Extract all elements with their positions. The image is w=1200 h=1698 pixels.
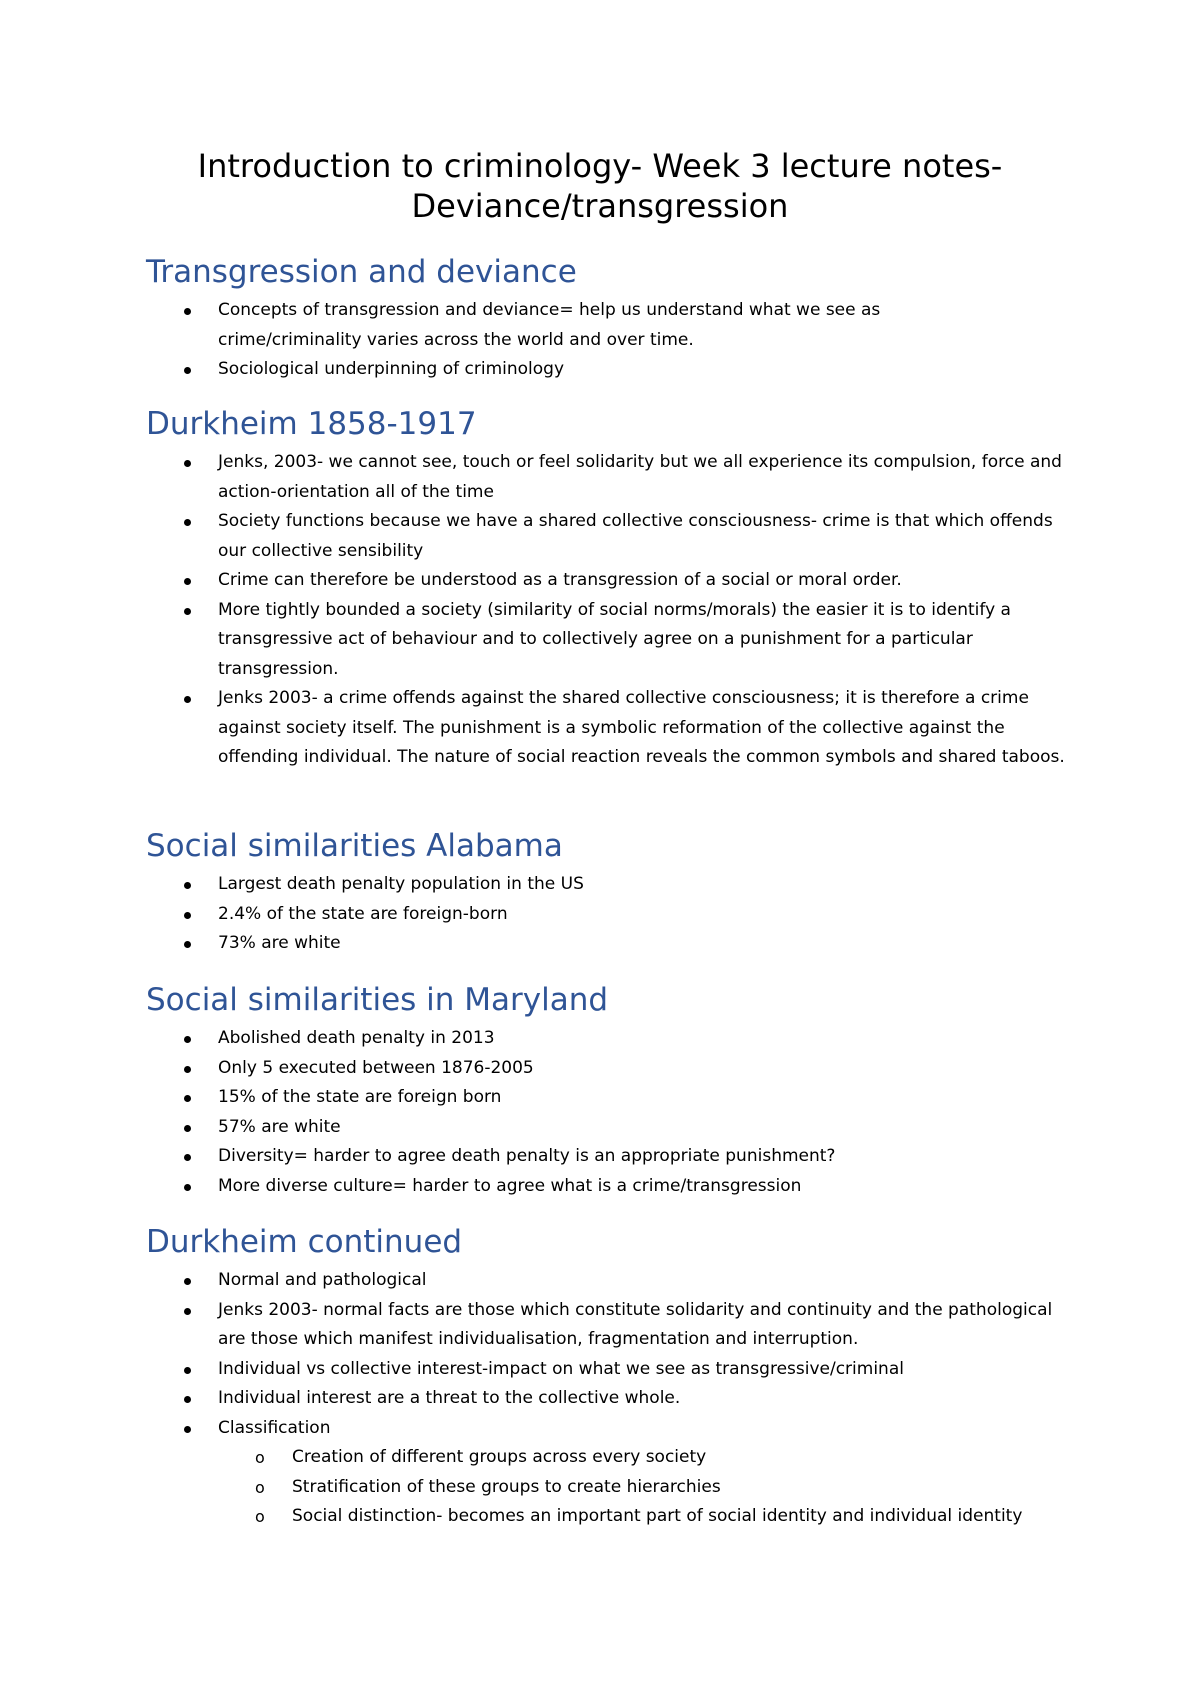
bullet-dot-icon bbox=[184, 1154, 191, 1161]
sub-bullet-list bbox=[218, 1443, 1076, 1532]
bullet-item: Classification o Creation of different groups across every society o Stratification of these groups to create hierarchies o Social distinction- becomes an important part of social identity and individual identity bbox=[146, 1414, 1076, 1532]
bullet-item: Society functions because we have a shared collective consciousness- crime is that which offends our collective sensibility bbox=[146, 507, 1076, 566]
bullet-list bbox=[146, 1024, 1076, 1201]
bullet-dot-icon bbox=[184, 367, 191, 374]
bullet-item: 15% of the state are foreign born bbox=[146, 1083, 1076, 1113]
bullet-item: 2.4% of the state are foreign-born bbox=[146, 900, 1076, 930]
circle-bullet-icon: o bbox=[255, 1507, 265, 1526]
bullet-list bbox=[146, 296, 1076, 385]
circle-bullet-icon: o bbox=[255, 1448, 265, 1467]
bullet-item: Jenks 2003- a crime offends against the shared collective consciousness; it is therefore a crime against society itself. The punishment is a symbolic reformation of the collective against the offending individual. The nature of social reaction reveals the common symbols and shared taboos. bbox=[146, 684, 1076, 773]
bullet-item: Diversity= harder to agree death penalty is an appropriate punishment? bbox=[146, 1142, 1076, 1172]
bullet-dot-icon bbox=[184, 1184, 191, 1191]
bullet-dot-icon bbox=[184, 519, 191, 526]
section-heading: Durkheim continued bbox=[146, 1224, 463, 1260]
bullet-dot-icon bbox=[184, 1308, 191, 1315]
bullet-dot-icon bbox=[184, 308, 191, 315]
title-line-2: Deviance/transgression bbox=[411, 187, 789, 225]
document-title bbox=[140, 146, 1060, 226]
section-durkheim-1858-1917 bbox=[146, 404, 1076, 773]
bullet-item: 57% are white bbox=[146, 1113, 1076, 1143]
section-heading: Social similarities in Maryland bbox=[146, 982, 609, 1018]
bullet-item: Normal and pathological bbox=[146, 1266, 1076, 1296]
bullet-dot-icon bbox=[184, 1367, 191, 1374]
section-durkheim-continued bbox=[146, 1222, 1076, 1532]
circle-bullet-icon: o bbox=[255, 1477, 265, 1497]
bullet-dot-icon bbox=[184, 1278, 191, 1285]
bullet-item: Individual vs collective interest-impact on what we see as transgressive/criminal bbox=[146, 1355, 1076, 1385]
bullet-dot-icon bbox=[184, 1426, 191, 1433]
bullet-dot-icon bbox=[184, 1036, 191, 1043]
bullet-dot-icon bbox=[184, 696, 191, 703]
section-social-similarities-maryland bbox=[146, 980, 1076, 1201]
bullet-item: Individual interest are a threat to the collective whole. bbox=[146, 1384, 1076, 1414]
bullet-list bbox=[146, 870, 1076, 959]
bullet-item: Jenks, 2003- we cannot see, touch or feel solidarity but we all experience its compulsion, force and action-orientation all of the time bbox=[146, 448, 1076, 507]
bullet-item: Concepts of transgression and deviance= help us understand what we see as crime/criminality varies across the world and over time. bbox=[146, 296, 1076, 355]
bullet-list bbox=[146, 448, 1076, 773]
bullet-item: Crime can therefore be understood as a transgression of a social or moral order. bbox=[146, 566, 1076, 596]
bullet-dot-icon bbox=[184, 882, 191, 889]
bullet-dot-icon bbox=[184, 608, 191, 615]
bullet-dot-icon bbox=[184, 1125, 191, 1132]
section-heading: Social similarities Alabama bbox=[146, 828, 563, 864]
bullet-dot-icon bbox=[184, 941, 191, 948]
bullet-item: More diverse culture= harder to agree what is a crime/transgression bbox=[146, 1172, 1076, 1202]
sub-bullet-item: o Creation of different groups across every society bbox=[218, 1443, 1076, 1473]
sub-bullet-item: o Stratification of these groups to create hierarchies bbox=[218, 1473, 1076, 1503]
bullet-item: Jenks 2003- normal facts are those which constitute solidarity and continuity and the pathological are those which manifest individualisation, fragmentation and interruption. bbox=[146, 1296, 1076, 1355]
bullet-item: More tightly bounded a society (similarity of social norms/morals) the easier it is to identify a transgressive act of behaviour and to collectively agree on a punishment for a particular transgression. bbox=[146, 596, 1076, 685]
section-heading: Durkheim 1858-1917 bbox=[146, 406, 477, 442]
bullet-item: Sociological underpinning of criminology bbox=[146, 355, 1076, 385]
bullet-list bbox=[146, 1266, 1076, 1532]
bullet-item: Largest death penalty population in the US bbox=[146, 870, 1076, 900]
section-social-similarities-alabama bbox=[146, 826, 1076, 959]
bullet-dot-icon bbox=[184, 912, 191, 919]
bullet-item: 73% are white bbox=[146, 929, 1076, 959]
section-heading: Transgression and deviance bbox=[146, 254, 577, 290]
bullet-item: Abolished death penalty in 2013 bbox=[146, 1024, 1076, 1054]
title-line-1: Introduction to criminology- Week 3 lecture notes- bbox=[197, 147, 1003, 185]
bullet-dot-icon bbox=[184, 460, 191, 467]
bullet-dot-icon bbox=[184, 1066, 191, 1073]
bullet-dot-icon bbox=[184, 1095, 191, 1102]
section-transgression-and-deviance bbox=[146, 252, 1076, 385]
bullet-dot-icon bbox=[184, 578, 191, 585]
sub-bullet-item: o Social distinction- becomes an important part of social identity and individual identity bbox=[218, 1502, 1076, 1532]
bullet-dot-icon bbox=[184, 1396, 191, 1403]
bullet-item: Only 5 executed between 1876-2005 bbox=[146, 1054, 1076, 1084]
